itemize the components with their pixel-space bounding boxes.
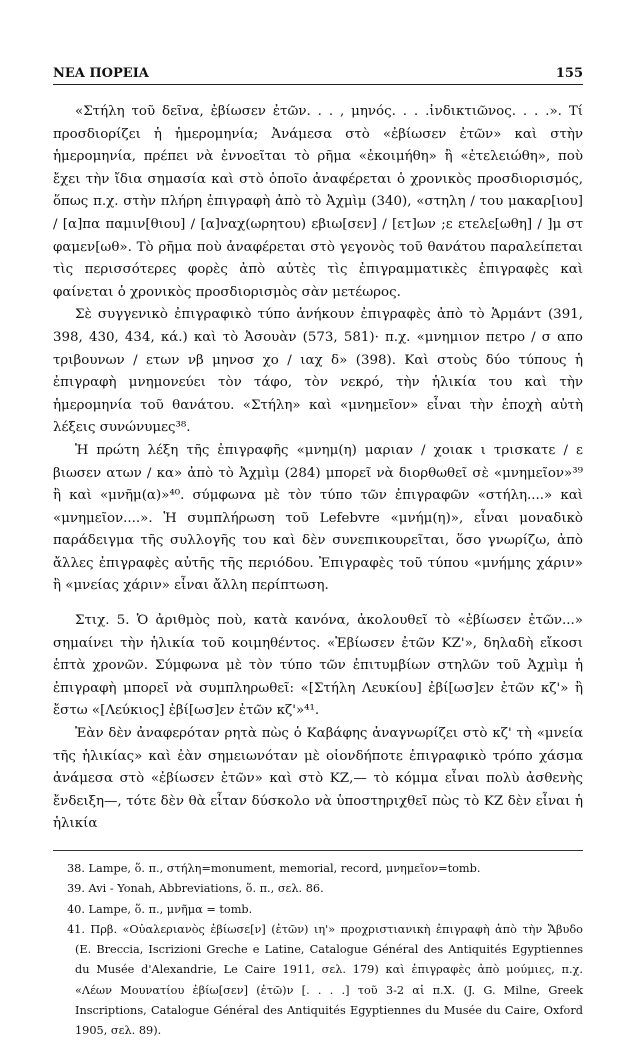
paragraph: Σὲ συγγενικὸ ἐπιγραφικὸ τύπο ἀνήκουν ἐπιγραφὲς ἀπὸ τὸ Ἁρμάντ (391, 398, 430, 434, κά.) καὶ τὸ Ἀσουὰν (573, 581)· π.χ. «μνημιον πετρο / σ απο τριβουνων / ετων νβ μηνοσ χο / ιαχ δ» (398). Καὶ στοὺς δύο τύπους ἡ ἐπιγραφὴ μνημονεύει τὸν τάφο, τὸν νεκρό, τὴν ἡλικία του καὶ τὴν ἡμερομηνία τοῦ θανάτου. «Στήλη» καὶ «μνημεῖον» εἶναι τὴν ἐποχὴ αὐτὴ λέξεις συνώνυμες³⁸. bbox=[53, 307, 583, 436]
paragraph: Ἐὰν δὲν ἀναφερόταν ρητὰ πὼς ὁ Καβάφης ἀναγνωρίζει στὸ κζ' τὴ «μνεία τῆς ἡλικίας» καὶ ἐὰν σημειωνόταν μὲ οἱονδήποτε ἐπιγραφικὸ τρόπο χάσμα ἀνάμεσα στὸ «ἐβίωσεν ἐτῶν» καὶ στὸ ΚΖ,— τὸ κόμμα εἶναι πολὺ ἀσθενὴς ἔνδειξη—, τότε δὲν θὰ εἶταν δύσκολο νὰ ὑποστηριχθεῖ πὼς τὸ ΚΖ δὲν εἶναι ἡ ἡλικία bbox=[53, 726, 583, 832]
footnote: 41. Πρβ. «Οὐαλεριανὸς ἐβίωσε[ν] (ἐτῶν) ιη'» προχριστιανικὴ ἐπιγραφὴ ἀπὸ τὴν Ἄβυδο (E. Breccia, Iscrizioni Greche e Latine, Catalogue Général des Antiquités Egyptiennes du Musée d'Alexandrie, Le Caire 1911, σελ. 179) καὶ ἐπιγραφὲς ἀπὸ μούμιες, π.χ. «Λέων Μουνατίου ἐβίω[σεν] (ἐτῶ)ν [. . . .] τοῦ 3-2 αἰ π.Χ. (J. G. Milne, Greek Inscriptions, Catalogue Général des Antiquités Egyptiennes du Musée du Caire, Oxford 1905, σελ. 89). bbox=[67, 922, 583, 1038]
paragraph: Στιχ. 5. Ὁ ἀριθμὸς ποὺ, κατὰ κανόνα, ἀκολουθεῖ τὸ «ἐβίωσεν ἐτῶν...» σημαίνει τὴν ἡλικία τοῦ κοιμηθέντος. «Ἐβίωσεν ἐτῶν ΚΖ'», δηλαδὴ εἴκοσι ἑπτὰ χρονῶν. Σύμφωνα μὲ τὸν τύπο τῶν ἐπιτυμβίων στηλῶν τοῦ Ἀχμὶμ ἡ ἐπιγραφὴ μπορεῖ νὰ συμπληρωθεῖ: «[Στήλη Λευκίου] ἐβί[ωσ]εν ἐτῶν κζ'» ἢ ἔστω «[Λεύκιος] ἐβί[ωσ]εν ἐτῶν κζ'»⁴¹. bbox=[53, 613, 583, 719]
footnote: 39. Avi - Yonah, Abbreviations, ὅ. π., σελ. 86. bbox=[67, 882, 324, 896]
footnotes bbox=[53, 859, 583, 1042]
page-number: 155 bbox=[555, 66, 583, 81]
paragraph: Ἡ πρώτη λέξη τῆς ἐπιγραφῆς «μνημ(η) μαριαν / χοιακ ι τρισκατε / ε βιωσεν ατων / κα» ἀπὸ τὸ Ἀχμὶμ (284) μπορεῖ νὰ διορθωθεῖ σὲ «μνημεῖον»³⁹ ἢ καὶ «μνῆμ(α)»⁴⁰. σύμφωνα μὲ τὸν τύπο τῶν ἐπιγραφῶν «στήλη....» καὶ «μνημεῖον....». Ἡ συμπλήρωση τοῦ Lefebvre «μνήμ(η)», εἶναι μοναδικὸ παράδειγμα τῆς συλλογῆς του καὶ δὲν συνεπικουρεῖται, ὅσο γνωρίζω, ἀπὸ ἄλλες ἐπιγραφὲς αὐτῆς τῆς περιόδου. Ἐπιγραφὲς τοῦ τύπου «μνήμης χάριν» ἢ «μνείας χάριν» εἶναι ἄλλη περίπτωση. bbox=[53, 442, 583, 594]
page bbox=[53, 66, 583, 1042]
main-text bbox=[53, 101, 583, 836]
footnote: 38. Lampe, ὅ. π., στήλη=monument, memorial, record, μνημεῖον=tomb. bbox=[67, 862, 481, 875]
footnote: 40. Lampe, ὅ. π., μνῆμα = tomb. bbox=[67, 902, 253, 916]
journal-title: ΝΕΑ ΠΟΡΕΙΑ bbox=[53, 66, 149, 81]
footnote-divider bbox=[53, 850, 583, 851]
running-header bbox=[53, 66, 583, 85]
paragraph: «Στήλη τοῦ δεῖνα, ἐβίωσεν ἐτῶν. . . , μηνός. . . .ἰνδικτιῶνος. . . .». Τί προσδιορίζει ἡ ἡμερομηνία; Ἀνάμεσα στὸ «ἐβίωσεν ἐτῶν» καὶ στὴν ἡμερομηνία, πρέπει νὰ ἐννοεῖται τὸ ρῆμα «ἐκοιμήθη» ἢ «ἐτελειώθη», ποὺ ἔχει τὴν ἴδια σημασία καὶ στὸ ὁποῖο ἀναφέρεται ὁ χρονικὸς προσδιορισμός, ὅπως π.χ. στὴν πλήρη ἐπιγραφὴ ἀπὸ τὸ Ἀχμὶμ (340), «στηλη / του μακαρ[ιου] / [α]πα παμιν[θιου] / [α]ναχ(ωρητου) εβιω[σεν] / [ετ]ων ;ε ετελε[ωθη] / ]μ στ φαμεν[ωθ». Τὸ ρῆμα ποὺ ἀναφέρεται στὸ γεγονὸς τοῦ θανάτου παραλείπεται τὶς περισσότερες φορὲς ἀπὸ αὐτὲς τὶς ἐπιγραμματικὲς ἐπιγραφὲς καὶ φαίνεται ὁ χρονικὸς προσδιορισμὸς σὰν μετέωρος. bbox=[53, 104, 583, 300]
